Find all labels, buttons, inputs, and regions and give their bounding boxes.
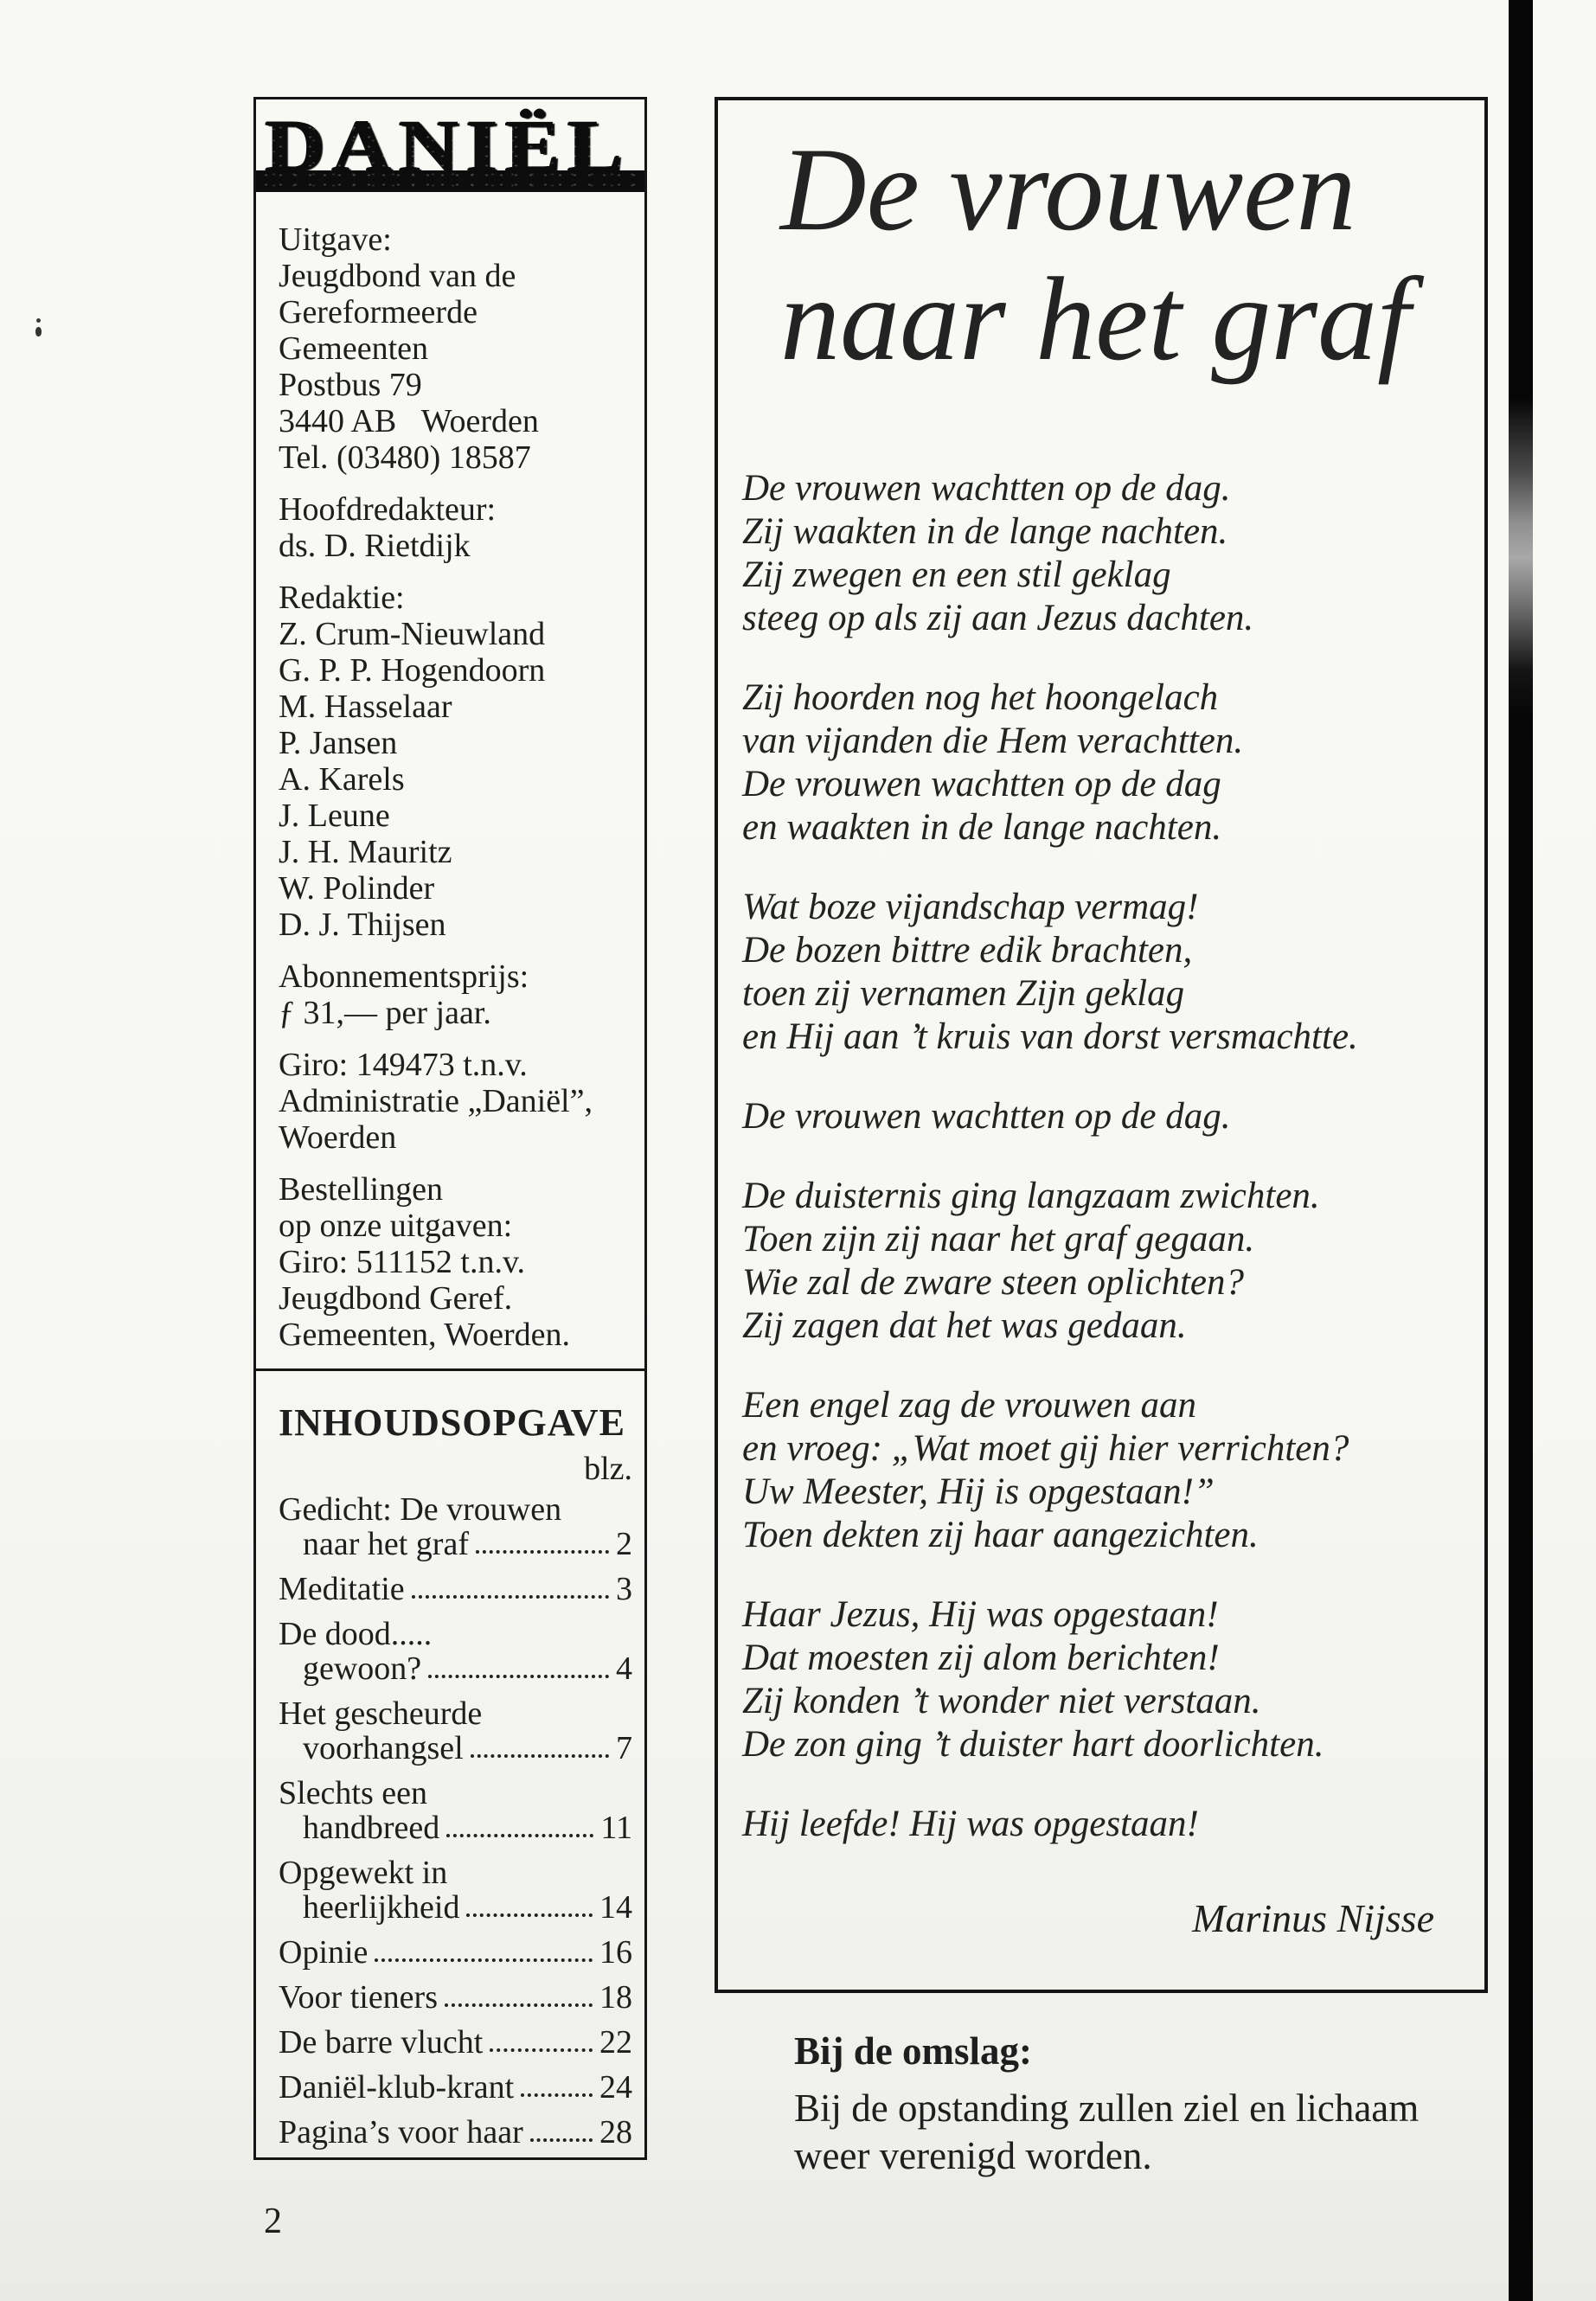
poem-line: De bozen bittre edik brachten, <box>742 930 1193 971</box>
poem-line: De vrouwen wachtten op de dag. <box>742 468 1231 509</box>
toc-entry <box>279 2025 632 2060</box>
poem-line: en waakten in de lange nachten. <box>742 807 1222 848</box>
masthead-line: Postbus 79 <box>279 367 422 403</box>
toc-entry-page: 3 <box>616 1571 632 1607</box>
toc-title: INHOUDSOPGAVE <box>279 1401 625 1444</box>
masthead-line: Gemeenten <box>279 330 429 367</box>
poem-final-line <box>742 1803 1484 1846</box>
toc-entry <box>279 1696 632 1766</box>
scan-edge-bar <box>1509 0 1533 2301</box>
dot-leader <box>375 1958 593 1962</box>
dot-leader <box>445 2003 593 2007</box>
toc-entry-label: gewoon? <box>303 1650 422 1687</box>
editors-group <box>279 580 636 943</box>
poem-line: Zij konden ’t wonder niet verstaan. <box>742 1681 1261 1721</box>
masthead-line: Hoofdredakteur: <box>279 491 497 528</box>
poem-line: De vrouwen wachtten op de dag <box>742 764 1221 804</box>
masthead-line: J. Leune <box>279 798 390 834</box>
toc-entry-label: Voor tieners <box>279 1979 438 2016</box>
masthead-line: A. Karels <box>279 761 405 798</box>
chief-editor-group <box>279 491 636 564</box>
toc-entry-page: 11 <box>600 1810 632 1846</box>
toc-entry-page: 18 <box>599 1979 632 2016</box>
subscription-group <box>279 958 636 1031</box>
poem-line: Wie zal de zware steen oplichten? <box>742 1262 1244 1303</box>
toc-entry <box>279 1572 632 1606</box>
dot-leader <box>476 1550 609 1554</box>
masthead-line: Z. Crum-Nieuwland <box>279 616 546 652</box>
poem-line: Dat moesten zij alom berichten! <box>742 1638 1220 1678</box>
logo-underline-band <box>256 170 644 192</box>
dot-leader <box>446 1834 593 1837</box>
poem-line: Een engel zag de vrouwen aan <box>742 1385 1197 1426</box>
toc-entry-line1: Het gescheurde <box>279 1695 483 1732</box>
masthead-info <box>256 200 644 1353</box>
poem-line: Toen zijn zij naar het graf gegaan. <box>742 1219 1255 1259</box>
masthead-line: ds. D. Rietdijk <box>279 528 471 564</box>
cover-note <box>794 2028 1512 2180</box>
toc-entry-page: 28 <box>599 2114 632 2150</box>
poem-refrain <box>742 1095 1484 1138</box>
masthead-line: Uitgave: <box>279 221 392 258</box>
poem-line: Zij zwegen en een stil geklag <box>742 554 1171 595</box>
toc-entry-label: Daniël-klub-krant <box>279 2069 515 2106</box>
dot-leader <box>521 2093 593 2097</box>
toc-entry <box>279 1617 632 1686</box>
toc-entry-label: Opinie <box>279 1934 369 1971</box>
toc-entry <box>279 1492 632 1561</box>
poem-stanza <box>742 676 1484 849</box>
toc-entry-label: heerlijkheid <box>303 1889 460 1926</box>
toc-entry-page: 2 <box>616 1526 632 1562</box>
toc-entry <box>279 1856 632 1925</box>
publisher-group <box>279 221 636 476</box>
toc-entry-line1: Gedicht: De vrouwen <box>279 1491 562 1528</box>
toc-entry <box>279 1935 632 1970</box>
giro-group <box>279 1047 636 1156</box>
masthead-line: Giro: 511152 t.n.v. <box>279 1244 525 1280</box>
poem-line: Hij leefde! Hij was opgestaan! <box>742 1804 1199 1844</box>
toc-entry-label: voorhangsel <box>303 1730 464 1766</box>
poem-stanza <box>742 1593 1484 1766</box>
toc-entry <box>279 2115 632 2150</box>
poem-line: Zij zagen dat het was gedaan. <box>742 1305 1187 1346</box>
masthead-line: M. Hasselaar <box>279 689 452 725</box>
dot-leader <box>530 2138 593 2142</box>
toc-entry-page: 7 <box>616 1730 632 1766</box>
toc-entry-page: 24 <box>599 2069 632 2106</box>
toc-entry <box>279 2070 632 2105</box>
poem-title-line2: naar het graf <box>780 253 1411 385</box>
poem-line: Uw Meester, Hij is opgestaan!” <box>742 1471 1215 1512</box>
masthead-line: Gemeenten, Woerden. <box>279 1317 571 1353</box>
poem-title-line1: De vrouwen <box>780 123 1356 255</box>
cover-note-heading: Bij de omslag: <box>794 2029 1032 2073</box>
orders-group <box>279 1171 636 1353</box>
dot-leader <box>412 1595 609 1599</box>
toc-entry-label: De barre vlucht <box>279 2024 484 2061</box>
toc-entry <box>279 1980 632 2015</box>
page-number: 2 <box>264 2202 282 2241</box>
masthead-line: Woerden <box>279 1119 397 1156</box>
poem-line: en vroeg: „Wat moet gij hier verrichten? <box>742 1428 1349 1469</box>
poem-line: Haar Jezus, Hij was opgestaan! <box>742 1594 1219 1635</box>
poem-line: en Hij aan ’t kruis van dorst versmachtte. <box>742 1016 1358 1057</box>
poem-line: steeg op als zij aan Jezus dachten. <box>742 598 1254 638</box>
cover-note-line: weer verenigd worden. <box>794 2134 1152 2177</box>
masthead-line: G. P. P. Hogendoorn <box>279 652 546 689</box>
poem-line: Wat boze vijandschap vermag! <box>742 887 1199 927</box>
toc-entry-page: 4 <box>616 1650 632 1687</box>
toc-entry-label: Meditatie <box>279 1571 405 1607</box>
toc-pages-abbr: blz. <box>584 1451 632 1487</box>
poem-line: toen zij vernamen Zijn geklag <box>742 973 1185 1014</box>
masthead-line: Redaktie: <box>279 580 405 616</box>
toc-entry-label: handbreed <box>303 1810 440 1846</box>
dot-leader <box>466 1913 593 1917</box>
toc-entry-line1: Opgewekt in <box>279 1855 448 1891</box>
dot-leader <box>428 1675 609 1678</box>
poem-line: van vijanden die Hem verachtten. <box>742 721 1244 761</box>
poem-title <box>780 125 1484 384</box>
toc-entry-page: 22 <box>599 2024 632 2061</box>
poem-line: Toen dekten zij haar aangezichten. <box>742 1515 1259 1555</box>
poem-line: De vrouwen wachtten op de dag. <box>742 1096 1231 1137</box>
masthead-line: Gereformeerde <box>279 294 478 330</box>
poem-box <box>715 97 1488 1993</box>
poem-author: Marinus Nijsse <box>1192 1896 1434 1940</box>
cover-note-line: Bij de opstanding zullen ziel en lichaam <box>794 2086 1420 2130</box>
poem-line: Zij waakten in de lange nachten. <box>742 511 1228 552</box>
toc-entry-page: 16 <box>599 1934 632 1971</box>
logo-text: DANIËL <box>265 104 630 187</box>
poem-stanza <box>742 1384 1484 1557</box>
masthead-line: P. Jansen <box>279 725 398 761</box>
masthead-line: op onze uitgaven: <box>279 1208 513 1244</box>
dot-leader <box>471 1754 609 1758</box>
masthead-line: 3440 AB Woerden <box>279 403 539 439</box>
masthead-line: J. H. Mauritz <box>279 834 452 870</box>
toc-entry-line1: Slechts een <box>279 1775 428 1811</box>
poem-stanza <box>742 1175 1484 1348</box>
toc-entry-page: 14 <box>599 1889 632 1926</box>
toc-list <box>279 1492 632 2150</box>
masthead-line: Bestellingen <box>279 1171 443 1208</box>
masthead-line: W. Polinder <box>279 870 435 907</box>
masthead-line: Administratie „Daniël”, <box>279 1083 593 1119</box>
toc-entry-line1: De dood..... <box>279 1616 433 1652</box>
poem-stanza <box>742 886 1484 1059</box>
poem-line: Zij hoorden nog het hoongelach <box>742 677 1219 718</box>
poem-line: De duisternis ging langzaam zwichten. <box>742 1176 1320 1216</box>
poem-body <box>742 467 1484 1846</box>
masthead-box <box>253 97 647 1371</box>
daniel-logo <box>256 99 644 200</box>
poem-line: De zon ging ’t duister hart doorlichten. <box>742 1724 1324 1765</box>
cover-note-text <box>794 2085 1512 2180</box>
masthead-line: D. J. Thijsen <box>279 907 446 943</box>
toc-entry <box>279 1776 632 1845</box>
masthead-line: Abonnementsprijs: <box>279 958 529 995</box>
toc-entry-label: naar het graf <box>303 1526 469 1562</box>
dot-leader <box>490 2048 593 2052</box>
poem-stanza <box>742 467 1484 640</box>
masthead-line: Tel. (03480) 18587 <box>279 439 531 476</box>
masthead-line: Giro: 149473 t.n.v. <box>279 1047 528 1083</box>
scan-speck-artifact <box>35 327 42 336</box>
masthead-line: Jeugdbond van de <box>279 258 516 294</box>
toc-entry-label: Pagina’s voor haar <box>279 2114 523 2150</box>
masthead-line: Jeugdbond Geref. <box>279 1280 513 1317</box>
toc-box <box>253 1368 647 2160</box>
masthead-line: ƒ 31,— per jaar. <box>279 995 491 1031</box>
